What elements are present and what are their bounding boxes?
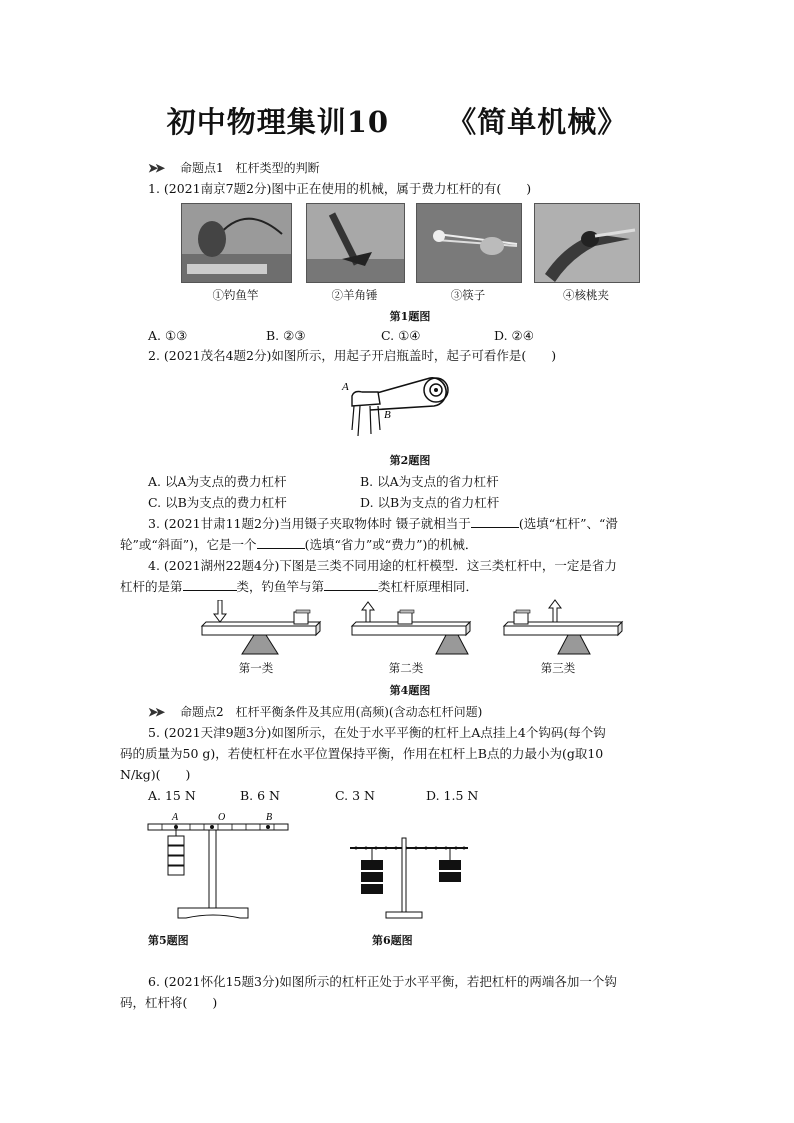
lever-class-label-2: 第二类: [388, 661, 424, 675]
section-label: 命题点2 杠杆平衡条件及其应用(高频)(含动态杠杆问题): [179, 705, 483, 719]
question-6-line-1: 6. (2021怀化15题3分)如图所示的杠杆正处于水平平衡，若把杠杆的两端各加一个钩: [148, 974, 617, 989]
lever-label-o: O: [218, 812, 226, 823]
nutcracker-photo: [534, 203, 640, 283]
q1-option-b: B. ②③: [266, 328, 306, 343]
section-heading-1: [148, 158, 320, 178]
q5-option-b: B. 6 N: [240, 788, 280, 803]
q5-option-c: C. 3 N: [335, 788, 375, 803]
bottle-opener-diagram: [340, 370, 480, 442]
q4-text-2c: 类杠杆原理相同．: [378, 579, 479, 594]
title-main: 初中物理集训10: [166, 105, 390, 139]
figure-caption-2: 第2题图: [389, 454, 431, 467]
lever-model-class-3: [498, 598, 624, 660]
lever-model-class-1: [196, 600, 322, 660]
question-3-line-2: [120, 535, 477, 555]
lever-class-label-1: 第一类: [238, 661, 274, 675]
question-2-stem: 2. (2021茂名4题2分)如图所示，用起子开启瓶盖时，起子可看作是( ): [148, 348, 557, 363]
q2-option-a: A. 以A为支点的费力杠杆: [148, 474, 287, 489]
figure-caption-5: 第5题图: [148, 934, 189, 947]
q2-option-b: B. 以A为支点的省力杠杆: [360, 474, 499, 489]
chopsticks-photo: [416, 203, 522, 283]
question-4-line-1: 4. (2021湖州22题4分)下图是三类不同用途的杠杆模型．这三类杠杆中，一定是省力: [148, 558, 617, 573]
answer-blank: [324, 578, 378, 591]
section-label: 命题点1 杠杆类型的判断: [179, 161, 320, 175]
q3-text-1b: (选填“杠杆”、“滑: [518, 516, 618, 531]
question-3-line-1: [148, 514, 618, 534]
q1-option-a: A. ①③: [148, 328, 188, 343]
q5-option-d: D. 1.5 N: [426, 788, 479, 803]
claw-hammer-icon: [307, 204, 404, 282]
chopsticks-icon: [417, 204, 521, 282]
section-heading-2: [148, 702, 482, 722]
question-1-stem: 1. (2021南京7题2分)图中正在使用的机械，属于费力杠杆的有( ): [148, 181, 532, 196]
fishing-rod-photo: [181, 203, 292, 283]
figure-caption-4: 第4题图: [389, 684, 431, 697]
q2-option-c: C. 以B为支点的费力杠杆: [148, 495, 287, 510]
q4-text-2a: 杠杆的是第: [120, 579, 183, 594]
lever-model-class-2: [346, 600, 472, 660]
answer-blank: [471, 515, 519, 528]
lever-figure-6: [346, 836, 472, 926]
q2-option-d: D. 以B为支点的省力杠杆: [360, 495, 500, 510]
image-caption-1: ①钓鱼竿: [212, 288, 259, 302]
section-arrow-icon: ➤➤: [148, 705, 163, 719]
lever-label-b: B: [266, 812, 273, 823]
question-4-line-2: [120, 577, 478, 597]
q4-text-2b: 类，钓鱼竿与第: [236, 579, 325, 594]
q3-text-2b: (选填“省力”或“费力”)的机械．: [304, 537, 478, 552]
q5-option-a: A. 15 N: [148, 788, 196, 803]
q1-option-d: D. ②④: [494, 328, 534, 343]
question-5-line-2: 码的质量为50 g)，若使杠杆在水平位置保持平衡，作用在杠杆上B点的力最小为(g取10: [120, 746, 604, 761]
lever-class-label-3: 第三类: [540, 661, 576, 675]
fishing-rod-icon: [182, 204, 291, 282]
claw-hammer-photo: [306, 203, 405, 283]
image-caption-3: ③筷子: [450, 288, 486, 302]
question-5-line-1: 5. (2021天津9题3分)如图所示，在处于水平平衡的杠杆上A点挂上4个钩码(每个钩: [148, 725, 606, 740]
answer-blank: [257, 536, 305, 549]
q3-text-2a: 轮”或“斜面”)，它是一个: [120, 537, 257, 552]
figure-caption-6: 第6题图: [372, 934, 413, 947]
section-arrow-icon: ➤➤: [148, 161, 163, 175]
answer-blank: [183, 578, 237, 591]
page-title: [0, 100, 794, 141]
bottle-opener-label-b: B: [384, 409, 391, 421]
nutcracker-icon: [535, 204, 639, 282]
lever-label-a: A: [172, 812, 179, 823]
lever-figure-5: [144, 808, 294, 924]
figure-caption-1: 第1题图: [389, 310, 431, 323]
question-6-line-2: 码，杠杆将( ): [120, 995, 218, 1010]
q1-option-c: C. ①④: [381, 328, 421, 343]
bottle-opener-label-a: A: [342, 381, 349, 393]
image-caption-2: ②羊角锤: [331, 288, 378, 302]
title-sub: 《简单机械》: [447, 105, 628, 139]
question-5-line-3: N/kg)( ): [120, 767, 191, 782]
q3-text-1a: 3. (2021甘肃11题2分)当用镊子夹取物体时 镊子就相当于: [148, 516, 471, 531]
image-caption-4: ④核桃夹: [563, 288, 609, 302]
